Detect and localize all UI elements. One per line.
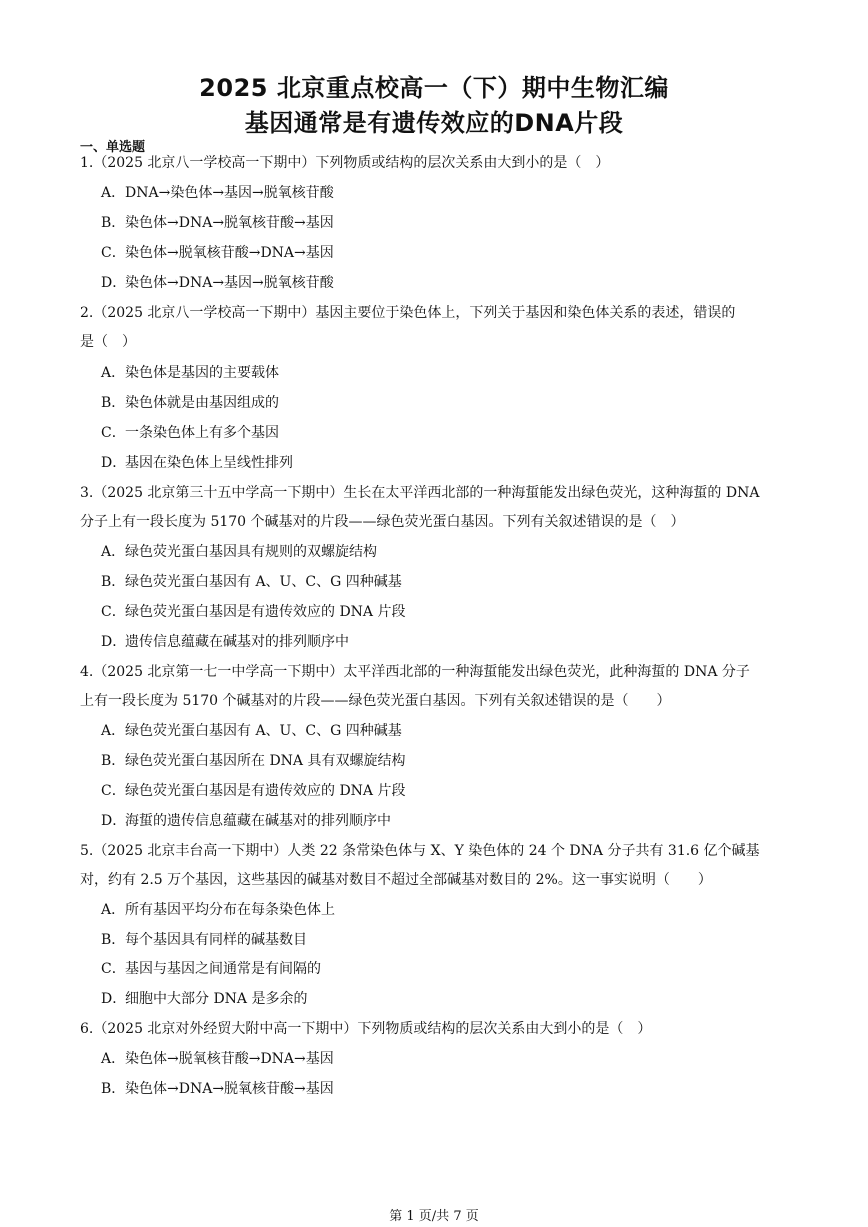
option-b	[101, 1079, 334, 1099]
option-d	[101, 989, 308, 1009]
option-key: C．	[101, 783, 126, 799]
option-b	[101, 393, 279, 413]
option-b	[101, 213, 334, 233]
option-text: 基因在染色体上呈线性排列	[125, 455, 293, 471]
option-text: 基因与基因之间通常是有间隔的	[125, 961, 321, 977]
option-a	[101, 900, 335, 920]
option-key: A．	[101, 544, 126, 560]
option-key: A．	[101, 185, 126, 201]
option-key: B．	[101, 753, 126, 769]
option-a	[101, 542, 377, 562]
option-text: 绿色荧光蛋白基因具有规则的双螺旋结构	[125, 544, 377, 560]
option-a	[101, 1049, 334, 1069]
option-key: B．	[101, 1081, 126, 1097]
option-key: B．	[101, 215, 126, 231]
question-stem-line: 分子上有一段长度为 5170 个碱基对的片段——绿色荧光蛋白基因。下列有关叙述错误的是（ ）	[80, 514, 685, 530]
option-c	[101, 423, 279, 443]
option-key: B．	[101, 932, 126, 948]
option-d	[101, 453, 293, 473]
question-stem-line: 6.（2025 北京对外经贸大附中高一下期中）下列物质或结构的层次关系由大到小的是（ ）	[80, 1021, 652, 1037]
option-text: 染色体→DNA→脱氧核苷酸→基因	[125, 215, 334, 231]
option-c	[101, 781, 405, 801]
option-key: C．	[101, 604, 126, 620]
option-key: C．	[101, 245, 126, 261]
option-key: A．	[101, 723, 126, 739]
option-text: 海蜇的遗传信息蕴藏在碱基对的排列顺序中	[125, 813, 391, 829]
option-key: C．	[101, 425, 126, 441]
option-a	[101, 721, 402, 741]
option-text: 绿色荧光蛋白基因有 A、U、C、G 四种碱基	[125, 723, 402, 739]
page-number: 第 1 页/共 7 页	[389, 1209, 479, 1224]
option-key: B．	[101, 574, 126, 590]
option-text: 一条染色体上有多个基因	[125, 425, 279, 441]
option-text: DNA→染色体→基因→脱氧核苷酸	[125, 185, 334, 201]
question-stem-line: 5.（2025 北京丰台高一下期中）人类 22 条常染色体与 X、Y 染色体的 24 个 DNA 分子共有 31.6 亿个碱基	[80, 843, 760, 859]
option-text: 染色体就是由基因组成的	[125, 395, 279, 411]
option-key: D．	[101, 813, 127, 829]
option-text: 染色体→DNA→基因→脱氧核苷酸	[125, 275, 334, 291]
option-key: C．	[101, 961, 126, 977]
option-text: 遗传信息蕴藏在碱基对的排列顺序中	[125, 634, 349, 650]
option-key: D．	[101, 634, 127, 650]
option-key: A．	[101, 365, 126, 381]
question-stem-line: 上有一段长度为 5170 个碱基对的片段——绿色荧光蛋白基因。下列有关叙述错误的是（ ）	[80, 693, 671, 709]
option-text: 染色体是基因的主要载体	[125, 365, 279, 381]
question-stem-line: 3.（2025 北京第三十五中学高一下期中）生长在太平洋西北部的一种海蜇能发出绿色荧光，这种海蜇的 DNA	[80, 485, 760, 501]
option-text: 绿色荧光蛋白基因有 A、U、C、G 四种碱基	[125, 574, 402, 590]
option-text: 每个基因具有同样的碱基数目	[125, 932, 307, 948]
option-a	[101, 363, 279, 383]
option-c	[101, 602, 405, 622]
question-stem-line: 对，约有 2.5 万个基因，这些基因的碱基对数目不超过全部碱基对数目的 2%。这一事实说明（ ）	[80, 872, 712, 888]
question-stem-line: 4.（2025 北京第一七一中学高一下期中）太平洋西北部的一种海蜇能发出绿色荧光，此种海蜇的 DNA 分子	[80, 664, 750, 680]
option-text: 绿色荧光蛋白基因是有遗传效应的 DNA 片段	[125, 604, 406, 620]
option-c	[101, 959, 321, 979]
option-key: A．	[101, 1051, 126, 1067]
question-stem-line: 2.（2025 北京八一学校高一下期中）基因主要位于染色体上，下列关于基因和染色体关系的表述，错误的	[80, 305, 736, 321]
option-text: 绿色荧光蛋白基因是有遗传效应的 DNA 片段	[125, 783, 406, 799]
option-text: 绿色荧光蛋白基因所在 DNA 具有双螺旋结构	[125, 753, 406, 769]
option-text: 染色体→DNA→脱氧核苷酸→基因	[125, 1081, 334, 1097]
option-text: 染色体→脱氧核苷酸→DNA→基因	[125, 1051, 334, 1067]
option-text: 染色体→脱氧核苷酸→DNA→基因	[125, 245, 334, 261]
option-key: D．	[101, 275, 127, 291]
document-subtitle: 基因通常是有遗传效应的DNA片段	[244, 109, 624, 137]
option-key: B．	[101, 395, 126, 411]
option-key: D．	[101, 455, 127, 471]
option-b	[101, 751, 405, 771]
question-stem-line: 1.（2025 北京八一学校高一下期中）下列物质或结构的层次关系由大到小的是（ ）	[80, 155, 610, 171]
option-c	[101, 243, 334, 263]
document-title: 2025 北京重点校高一（下）期中生物汇编	[199, 74, 669, 102]
option-d	[101, 811, 391, 831]
option-d	[101, 273, 334, 293]
section-heading: 一、单选题	[80, 140, 146, 155]
option-key: D．	[101, 991, 127, 1007]
option-text: 所有基因平均分布在每条染色体上	[125, 902, 335, 918]
option-a	[101, 183, 334, 203]
option-b	[101, 930, 307, 950]
option-d	[101, 632, 349, 652]
option-b	[101, 572, 402, 592]
option-key: A．	[101, 902, 126, 918]
question-stem-line: 是（ ）	[80, 334, 136, 350]
option-text: 细胞中大部分 DNA 是多余的	[125, 991, 308, 1007]
